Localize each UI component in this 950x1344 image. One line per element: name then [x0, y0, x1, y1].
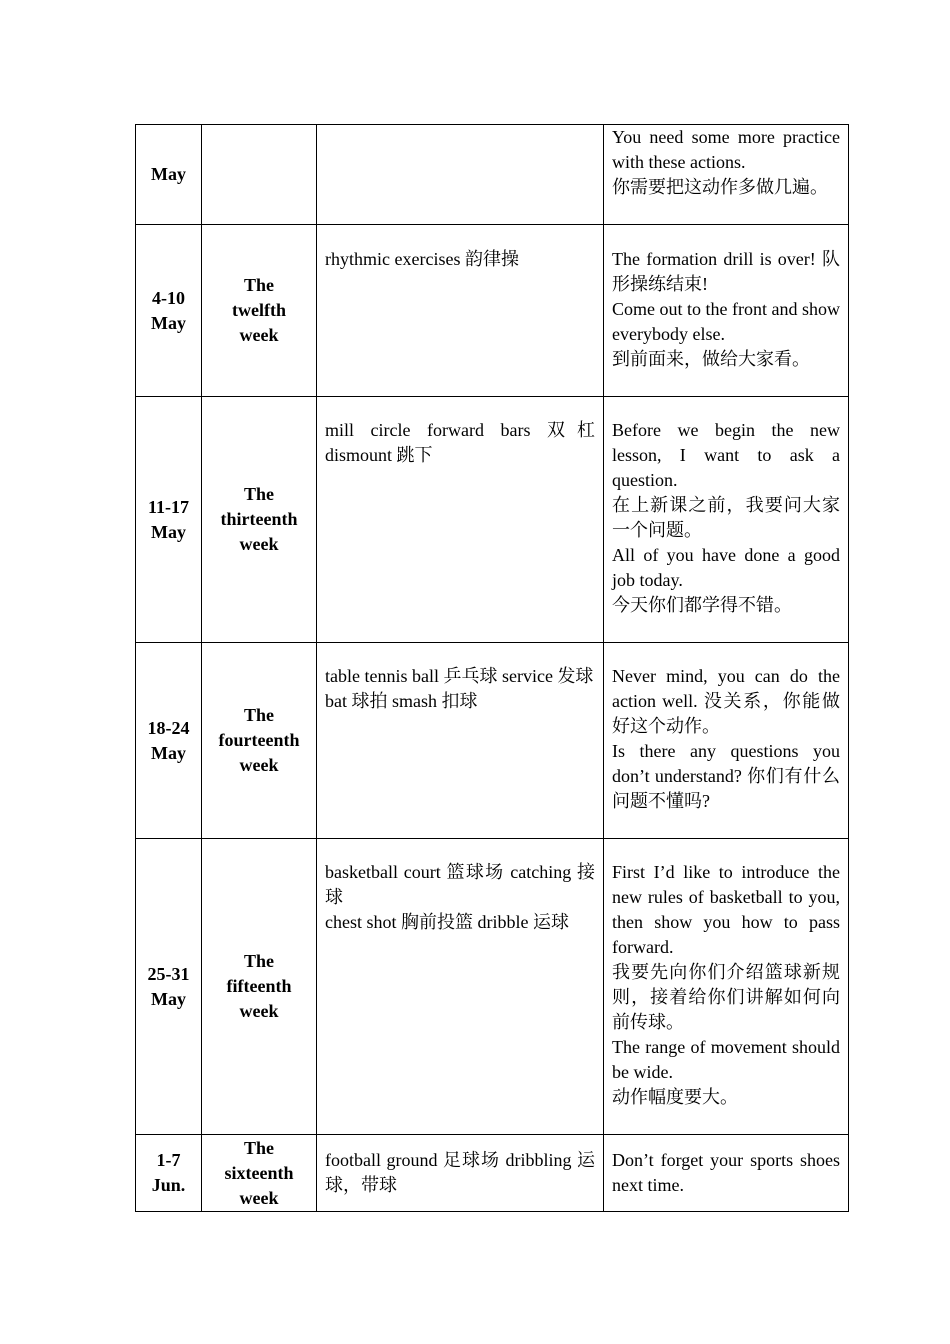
table-row [136, 643, 849, 839]
week-cell: The thirteenth week [202, 397, 317, 643]
vocab-text: table tennis ball 乒乓球 service 发球 [325, 666, 594, 686]
phrase-text: The range of movement should be wide. [612, 1037, 840, 1082]
phrase-text: 在上新课之前，我要问大家一个问题。 [612, 495, 840, 540]
phrase-cell [604, 643, 849, 839]
week-cell: The twelfth week [202, 225, 317, 397]
vocab-cell [317, 839, 604, 1135]
teaching-plan-table [135, 124, 849, 1212]
table-row [136, 839, 849, 1135]
phrase-cell [604, 397, 849, 643]
phrase-text: 到前面来，做给大家看。 [612, 349, 810, 369]
vocab-cell [317, 643, 604, 839]
phrase-text: Never mind, you can do the action well. 没关系，你能做好这个动作。 [612, 666, 840, 736]
date-cell: 1-7 Jun. [136, 1135, 202, 1212]
phrase-text: 今天你们都学得不错。 [612, 595, 792, 615]
phrase-text: All of you have done a good job today. [612, 545, 840, 590]
table-row [136, 125, 849, 225]
vocab-cell [317, 225, 604, 397]
phrase-text: Don’t forget your sports shoes next time. [612, 1150, 840, 1195]
table-row [136, 225, 849, 397]
vocab-cell [317, 1135, 604, 1212]
table-row [136, 397, 849, 643]
date-cell: 25-31 May [136, 839, 202, 1135]
date-cell: 18-24 May [136, 643, 202, 839]
vocab-cell [317, 397, 604, 643]
phrase-text: 我要先向你们介绍篮球新规则，接着给你们讲解如何向前传球。 [612, 962, 840, 1032]
phrase-cell [604, 225, 849, 397]
vocab-text: bat 球拍 smash 扣球 [325, 691, 478, 711]
vocab-text: football ground 足球场 dribbling 运球，带球 [325, 1150, 595, 1195]
phrase-cell [604, 125, 849, 225]
phrase-text: First I’d like to introduce the new rules of basketball to you, then show you how to pass forward. [612, 862, 840, 957]
week-cell: The sixteenth week [202, 1135, 317, 1212]
phrase-text: Is there any questions you don’t understand? 你们有什么问题不懂吗? [612, 741, 840, 811]
phrase-text: 你需要把这动作多做几遍。 [612, 177, 828, 197]
phrase-text: The formation drill is over! 队形操练结束! [612, 249, 840, 294]
vocab-text: mill circle forward bars 双杠 dismount 跳下 [325, 420, 595, 465]
date-cell: May [136, 125, 202, 225]
phrase-text: You need some more practice with these actions. [612, 127, 840, 172]
phrase-cell [604, 1135, 849, 1212]
phrase-text: Come out to the front and show everybody else. [612, 299, 840, 344]
phrase-cell [604, 839, 849, 1135]
phrase-text: Before we begin the new lesson, I want to ask a question. [612, 420, 840, 490]
week-cell: The fifteenth week [202, 839, 317, 1135]
phrase-text: 动作幅度要大。 [612, 1087, 738, 1107]
vocab-text: chest shot 胸前投篮 dribble 运球 [325, 912, 569, 932]
date-cell: 11-17 May [136, 397, 202, 643]
table-row [136, 1135, 849, 1212]
date-cell: 4-10 May [136, 225, 202, 397]
vocab-cell [317, 125, 604, 225]
week-cell [202, 125, 317, 225]
vocab-text: rhythmic exercises 韵律操 [325, 249, 519, 269]
week-cell: The fourteenth week [202, 643, 317, 839]
vocab-text: basketball court 篮球场 catching 接球 [325, 862, 595, 907]
